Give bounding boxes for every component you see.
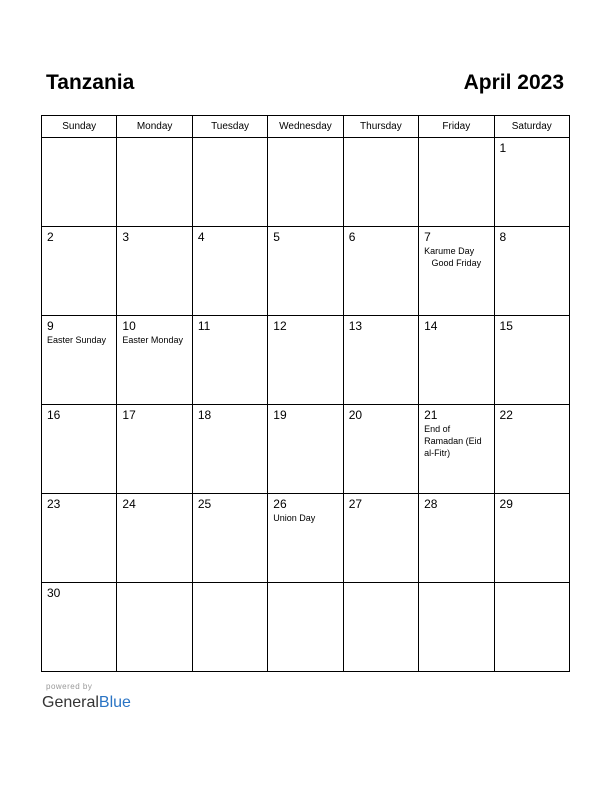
day-cell bbox=[494, 138, 569, 227]
day-cell bbox=[494, 405, 569, 494]
day-number: 25 bbox=[197, 497, 212, 511]
day-number: 11 bbox=[197, 319, 211, 333]
weekday-sunday: Sunday bbox=[42, 116, 117, 138]
day-number: 7 bbox=[424, 230, 431, 244]
day-cell bbox=[192, 316, 267, 405]
day-cell bbox=[268, 583, 343, 672]
day-number: 10 bbox=[122, 319, 136, 333]
day-number: 19 bbox=[273, 408, 287, 422]
day-number: 14 bbox=[424, 319, 438, 333]
day-cell bbox=[268, 494, 343, 583]
day-cell bbox=[42, 405, 117, 494]
day-number: 20 bbox=[348, 408, 363, 422]
day-cell bbox=[494, 583, 569, 672]
holiday-label: Union Day bbox=[273, 513, 316, 523]
day-number: 26 bbox=[273, 497, 287, 511]
weekday-monday: Monday bbox=[117, 116, 192, 138]
day-cell bbox=[268, 405, 343, 494]
day-cell bbox=[343, 494, 418, 583]
day-number: 6 bbox=[348, 230, 356, 244]
powered-by-text: powered by bbox=[46, 682, 93, 691]
day-cell bbox=[343, 405, 418, 494]
day-cell bbox=[419, 138, 494, 227]
day-cell bbox=[42, 138, 117, 227]
day-cell bbox=[343, 583, 418, 672]
day-cell bbox=[192, 494, 267, 583]
day-cell bbox=[117, 405, 192, 494]
weekday-thursday: Thursday bbox=[343, 116, 418, 138]
day-number: 22 bbox=[499, 408, 513, 422]
day-cell bbox=[419, 494, 494, 583]
weekday-saturday: Saturday bbox=[494, 116, 569, 138]
month-year-title: April 2023 bbox=[463, 71, 564, 94]
day-number: 18 bbox=[197, 408, 212, 422]
day-number: 21 bbox=[424, 408, 438, 422]
day-cell bbox=[268, 227, 343, 316]
week-row bbox=[42, 494, 570, 583]
day-number: 8 bbox=[499, 230, 507, 244]
day-number: 17 bbox=[122, 408, 136, 422]
day-number: 27 bbox=[348, 497, 363, 511]
day-cell bbox=[117, 583, 192, 672]
day-cell bbox=[192, 405, 267, 494]
calendar-grid bbox=[41, 115, 570, 672]
day-cell bbox=[343, 138, 418, 227]
weekday-wednesday: Wednesday bbox=[268, 116, 343, 138]
day-number: 12 bbox=[273, 319, 287, 333]
day-cell bbox=[117, 138, 192, 227]
day-cell bbox=[268, 316, 343, 405]
weekday-tuesday: Tuesday bbox=[192, 116, 267, 138]
day-cell bbox=[419, 583, 494, 672]
weekday-header-row bbox=[42, 116, 570, 138]
brand-general: General bbox=[42, 694, 99, 711]
day-cell bbox=[419, 316, 494, 405]
day-cell bbox=[42, 583, 117, 672]
day-cell bbox=[192, 227, 267, 316]
holiday-label: Karume Day bbox=[424, 246, 475, 256]
day-number: 2 bbox=[47, 230, 54, 244]
day-number: 23 bbox=[47, 497, 61, 511]
day-number: 5 bbox=[273, 230, 280, 244]
week-row bbox=[42, 138, 570, 227]
week-row bbox=[42, 405, 570, 494]
day-cell bbox=[117, 494, 192, 583]
day-cell bbox=[42, 316, 117, 405]
day-cell bbox=[343, 227, 418, 316]
day-number: 4 bbox=[197, 230, 205, 244]
generalblue-logo[interactable] bbox=[42, 694, 131, 712]
day-cell bbox=[117, 316, 192, 405]
day-number: 9 bbox=[47, 319, 54, 333]
holiday-label: Good Friday bbox=[431, 258, 482, 268]
day-cell bbox=[494, 316, 569, 405]
weekday-friday: Friday bbox=[419, 116, 494, 138]
week-row bbox=[42, 316, 570, 405]
day-number: 13 bbox=[348, 319, 363, 333]
day-cell bbox=[42, 494, 117, 583]
day-cell bbox=[192, 583, 267, 672]
day-cell bbox=[419, 405, 494, 494]
day-number: 16 bbox=[47, 408, 61, 422]
holiday-label: Easter Monday bbox=[122, 335, 183, 345]
day-number: 15 bbox=[499, 319, 513, 333]
day-cell bbox=[192, 138, 267, 227]
day-number: 3 bbox=[122, 230, 130, 244]
day-number: 29 bbox=[499, 497, 513, 511]
week-row bbox=[42, 583, 570, 672]
holiday-label: End of Ramadan (Eid al-Fitr) bbox=[424, 424, 482, 458]
brand-blue: Blue bbox=[98, 694, 131, 711]
day-cell bbox=[42, 227, 117, 316]
day-number: 28 bbox=[424, 497, 438, 511]
holiday-label: Easter Sunday bbox=[47, 335, 107, 345]
week-row bbox=[42, 227, 570, 316]
day-cell bbox=[343, 316, 418, 405]
day-cell bbox=[494, 227, 569, 316]
country-title: Tanzania bbox=[46, 71, 135, 94]
day-number: 30 bbox=[47, 586, 61, 600]
day-number: 1 bbox=[499, 141, 507, 155]
day-cell bbox=[268, 138, 343, 227]
day-number: 24 bbox=[122, 497, 136, 511]
day-cell bbox=[419, 227, 494, 316]
day-cell bbox=[117, 227, 192, 316]
day-cell bbox=[494, 494, 569, 583]
